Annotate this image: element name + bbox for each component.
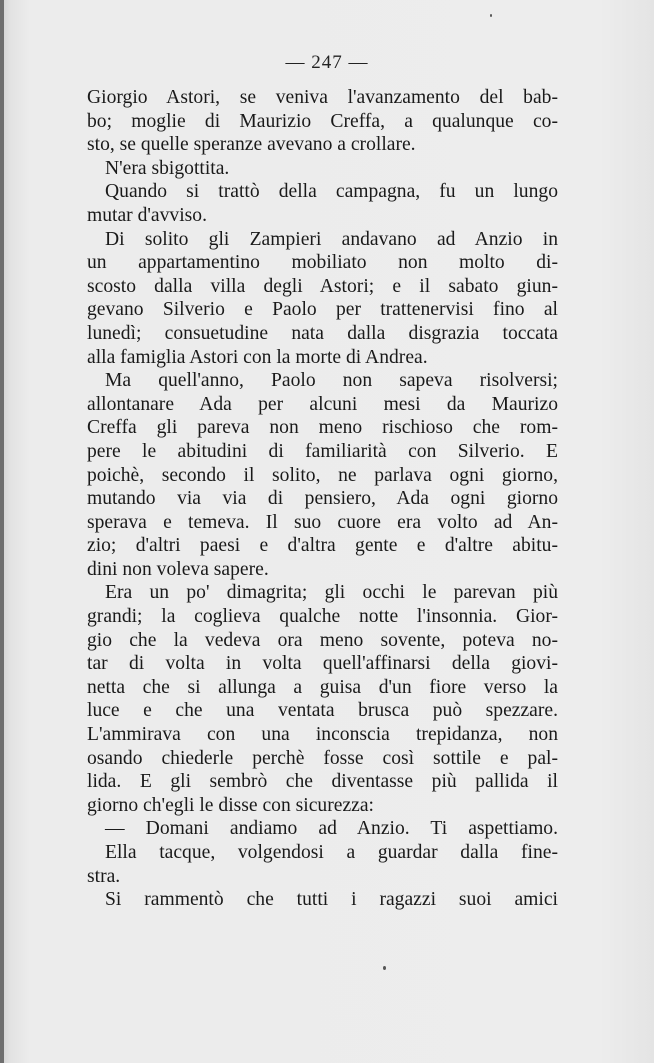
text-line: mutando via via di pensiero, Ada ogni giorno — [87, 488, 558, 510]
text-line: N'era sbigottita. — [105, 157, 230, 179]
print-speck — [383, 966, 386, 970]
text-line: Giorgio Astori, se veniva l'avanzamento del bab- — [87, 87, 558, 108]
text-line: Quando si trattò della campagna, fu un lungo — [105, 181, 558, 203]
text-line: Di solito gli Zampieri andavano ad Anzio in — [105, 228, 558, 250]
text-line: Ella tacque, volgendosi a guardar dalla fine- — [105, 842, 558, 863]
body-text — [87, 86, 558, 912]
text-line: luce e che una ventata brusca può spezzare. — [87, 700, 558, 722]
text-line: dini non voleva sapere. — [87, 558, 269, 580]
text-line: Ma quell'anno, Paolo non sapeva risolversi; — [105, 370, 558, 392]
text-line: Si rammentò che tutti i ragazzi suoi amici — [105, 889, 558, 911]
text-line: Creffa gli pareva non meno rischioso che rom- — [87, 417, 558, 439]
page-spine-edge — [0, 0, 4, 1063]
text-line: — Domani andiamo ad Anzio. Ti aspettiamo. — [105, 818, 558, 840]
text-line: un appartamentino mobiliato non molto di- — [87, 252, 558, 274]
text-line: bo; moglie di Maurizio Creffa, a qualunque co- — [87, 110, 558, 132]
text-line: scosto dalla villa degli Astori; e il sabato giun- — [87, 275, 558, 297]
text-line: sto, se quelle speranze avevano a crollare. — [87, 134, 416, 156]
text-line: lunedì; consuetudine nata dalla disgrazia toccata — [87, 322, 558, 344]
text-line: zio; d'altri paesi e d'altra gente e d'altre abitu- — [87, 535, 558, 557]
text-line: allontanare Ada per alcuni mesi da Maurizo — [87, 393, 558, 415]
text-line: giorno ch'egli le disse con sicurezza: — [87, 794, 374, 816]
page-number: — 247 — — [285, 52, 369, 73]
text-line: gio che la vedeva ora meno sovente, poteva no- — [87, 629, 558, 651]
text-line: lida. E gli sembrò che diventasse più pallida il — [87, 771, 558, 793]
text-line: pere le abitudini di familiarità con Silverio. E — [87, 440, 558, 462]
text-line: mutar d'avviso. — [87, 204, 207, 226]
text-line: stra. — [87, 865, 121, 887]
print-speck — [490, 14, 492, 17]
text-line: alla famiglia Astori con la morte di Andrea. — [87, 346, 428, 368]
text-line: netta che si allunga a guisa d'un fiore verso la — [87, 676, 558, 698]
text-line: gevano Silverio e Paolo per trattenervisi fino al — [87, 299, 558, 321]
text-line: tar di volta in volta quell'affinarsi della giovi- — [87, 653, 558, 675]
text-line: L'ammirava con una inconscia trepidanza, non — [87, 724, 558, 746]
text-line: osando chiederle perchè fosse così sottile e pal- — [87, 747, 558, 769]
text-line: Era un po' dimagrita; gli occhi le parevan più — [105, 582, 558, 604]
text-line: poichè, secondo il solito, ne parlava ogni giorno, — [87, 464, 558, 486]
text-line: grandi; la coglieva qualche notte l'insonnia. Gior- — [87, 606, 558, 628]
text-line: sperava e temeva. Il suo cuore era volto ad An- — [87, 511, 558, 533]
